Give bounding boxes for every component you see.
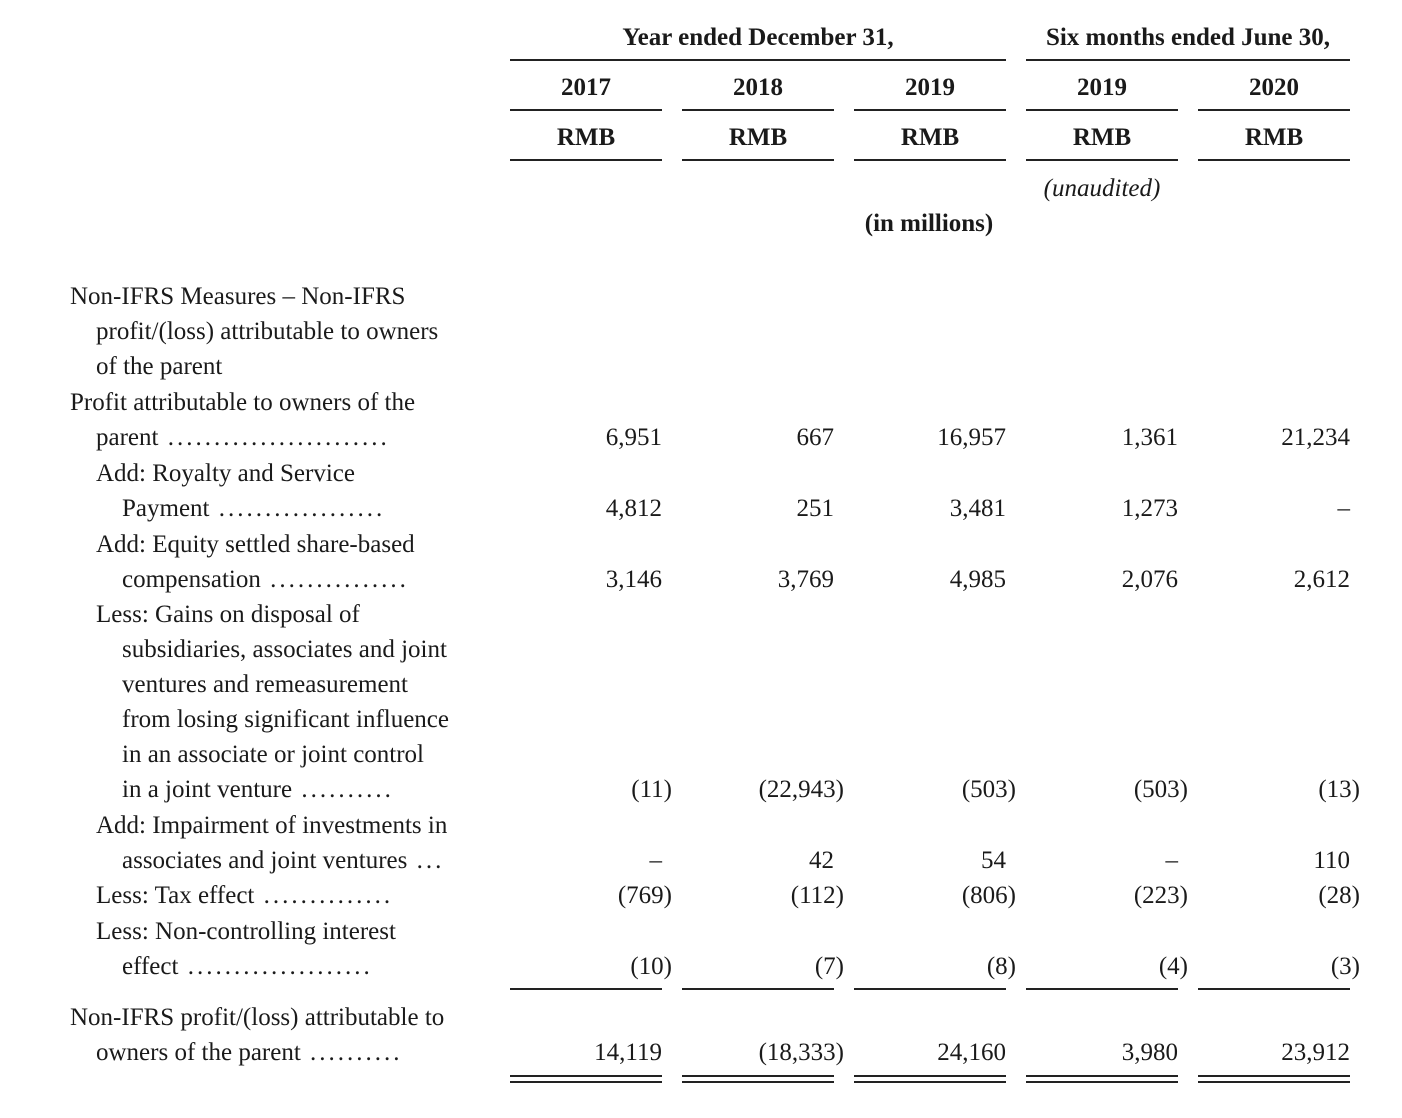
cell-value: 251 bbox=[796, 495, 834, 522]
column-rule bbox=[1198, 109, 1350, 111]
currency-2020-six: RMB bbox=[1244, 124, 1304, 151]
year-2019-six: 2019 bbox=[1077, 74, 1127, 101]
column-rule bbox=[1026, 109, 1178, 111]
row-label: ventures and remeasurement bbox=[122, 671, 408, 698]
header-rule bbox=[1026, 59, 1350, 61]
column-rule bbox=[854, 109, 1006, 111]
cell-value: 3,481 bbox=[949, 495, 1006, 522]
cell-value: (7) bbox=[814, 953, 844, 980]
column-rule bbox=[1026, 159, 1178, 161]
cell-value: (22,943) bbox=[758, 776, 844, 803]
total-double-rule bbox=[1026, 1075, 1178, 1083]
currency-2018: RMB bbox=[728, 124, 788, 151]
year-2019: 2019 bbox=[905, 74, 955, 101]
cell-value: (806) bbox=[961, 882, 1016, 909]
year-2018: 2018 bbox=[733, 74, 783, 101]
cell-value: 21,234 bbox=[1281, 424, 1350, 451]
header-year-ended: Year ended December 31, bbox=[622, 24, 894, 51]
section-title-line-3: of the parent bbox=[96, 353, 223, 380]
cell-value: 3,146 bbox=[605, 566, 662, 593]
row-label: associates and joint ventures ... bbox=[122, 847, 445, 874]
column-rule bbox=[682, 109, 834, 111]
subtotal-rule bbox=[854, 988, 1006, 990]
cell-value: 6,951 bbox=[605, 424, 662, 451]
row-label: in an associate or joint control bbox=[122, 741, 425, 768]
unaudited-note: (unaudited) bbox=[1043, 175, 1161, 202]
cell-value: (503) bbox=[1133, 776, 1188, 803]
total-value: 24,160 bbox=[937, 1039, 1006, 1066]
subtotal-rule bbox=[510, 988, 662, 990]
total-double-rule bbox=[1198, 1075, 1350, 1083]
cell-value: (3) bbox=[1330, 953, 1360, 980]
row-label: subsidiaries, associates and joint bbox=[122, 636, 447, 663]
total-double-rule bbox=[682, 1075, 834, 1083]
column-rule bbox=[854, 159, 1006, 161]
column-rule bbox=[1198, 159, 1350, 161]
row-label: Profit attributable to owners of the bbox=[70, 389, 416, 416]
total-value: 14,119 bbox=[594, 1039, 662, 1066]
cell-value: 54 bbox=[981, 847, 1006, 874]
cell-value: 667 bbox=[796, 424, 834, 451]
cell-value: (503) bbox=[961, 776, 1016, 803]
row-label: Less: Non-controlling interest bbox=[96, 918, 396, 945]
row-label: Add: Royalty and Service bbox=[96, 460, 355, 487]
currency-2019: RMB bbox=[900, 124, 960, 151]
cell-value: 3,769 bbox=[777, 566, 834, 593]
cell-value: (769) bbox=[617, 882, 672, 909]
total-value: 23,912 bbox=[1281, 1039, 1350, 1066]
cell-value: (28) bbox=[1318, 882, 1360, 909]
row-label: from losing significant influence bbox=[122, 706, 450, 733]
currency-2017: RMB bbox=[556, 124, 616, 151]
row-label: Add: Equity settled share-based bbox=[96, 531, 415, 558]
row-label: compensation ............... bbox=[122, 566, 409, 593]
cell-value: (4) bbox=[1158, 953, 1188, 980]
cell-value: 1,361 bbox=[1121, 424, 1178, 451]
total-value: 3,980 bbox=[1121, 1039, 1178, 1066]
cell-value: 16,957 bbox=[937, 424, 1006, 451]
row-label: parent ........................ bbox=[96, 424, 390, 451]
row-label: Add: Impairment of investments in bbox=[96, 812, 448, 839]
total-double-rule bbox=[510, 1075, 662, 1083]
subtotal-rule bbox=[1026, 988, 1178, 990]
header-rule bbox=[510, 59, 1006, 61]
cell-value: – bbox=[1165, 847, 1178, 874]
total-value: (18,333) bbox=[758, 1039, 844, 1066]
column-rule bbox=[510, 159, 662, 161]
cell-value: (223) bbox=[1133, 882, 1188, 909]
total-label: owners of the parent .......... bbox=[96, 1039, 403, 1066]
total-label: Non-IFRS profit/(loss) attributable to bbox=[70, 1004, 445, 1031]
cell-value: 110 bbox=[1313, 847, 1350, 874]
header-six-months: Six months ended June 30, bbox=[1045, 24, 1331, 51]
cell-value: – bbox=[649, 847, 662, 874]
cell-value: 2,612 bbox=[1293, 566, 1350, 593]
section-title-line-1: Non-IFRS Measures – Non-IFRS bbox=[70, 283, 406, 310]
section-title-line-2: profit/(loss) attributable to owners bbox=[96, 318, 439, 345]
cell-value: 1,273 bbox=[1121, 495, 1178, 522]
year-2017: 2017 bbox=[561, 74, 611, 101]
column-rule bbox=[682, 159, 834, 161]
subtotal-rule bbox=[1198, 988, 1350, 990]
cell-value: 4,812 bbox=[605, 495, 662, 522]
units-note: (in millions) bbox=[864, 210, 994, 237]
cell-value: 2,076 bbox=[1121, 566, 1178, 593]
cell-value: (10) bbox=[630, 953, 672, 980]
cell-value: 4,985 bbox=[949, 566, 1006, 593]
cell-value: 42 bbox=[809, 847, 834, 874]
subtotal-rule bbox=[682, 988, 834, 990]
cell-value: (8) bbox=[986, 953, 1016, 980]
cell-value: (112) bbox=[790, 882, 844, 909]
row-label: effect .................... bbox=[122, 953, 373, 980]
year-2020-six: 2020 bbox=[1249, 74, 1299, 101]
row-label: Less: Tax effect .............. bbox=[96, 882, 394, 909]
cell-value: (13) bbox=[1318, 776, 1360, 803]
currency-2019-six: RMB bbox=[1072, 124, 1132, 151]
total-double-rule bbox=[854, 1075, 1006, 1083]
row-label: Payment .................. bbox=[122, 495, 386, 522]
column-rule bbox=[510, 109, 662, 111]
cell-value: – bbox=[1337, 495, 1350, 522]
row-label: in a joint venture .......... bbox=[122, 776, 394, 803]
row-label: Less: Gains on disposal of bbox=[96, 601, 360, 628]
cell-value: (11) bbox=[631, 776, 672, 803]
